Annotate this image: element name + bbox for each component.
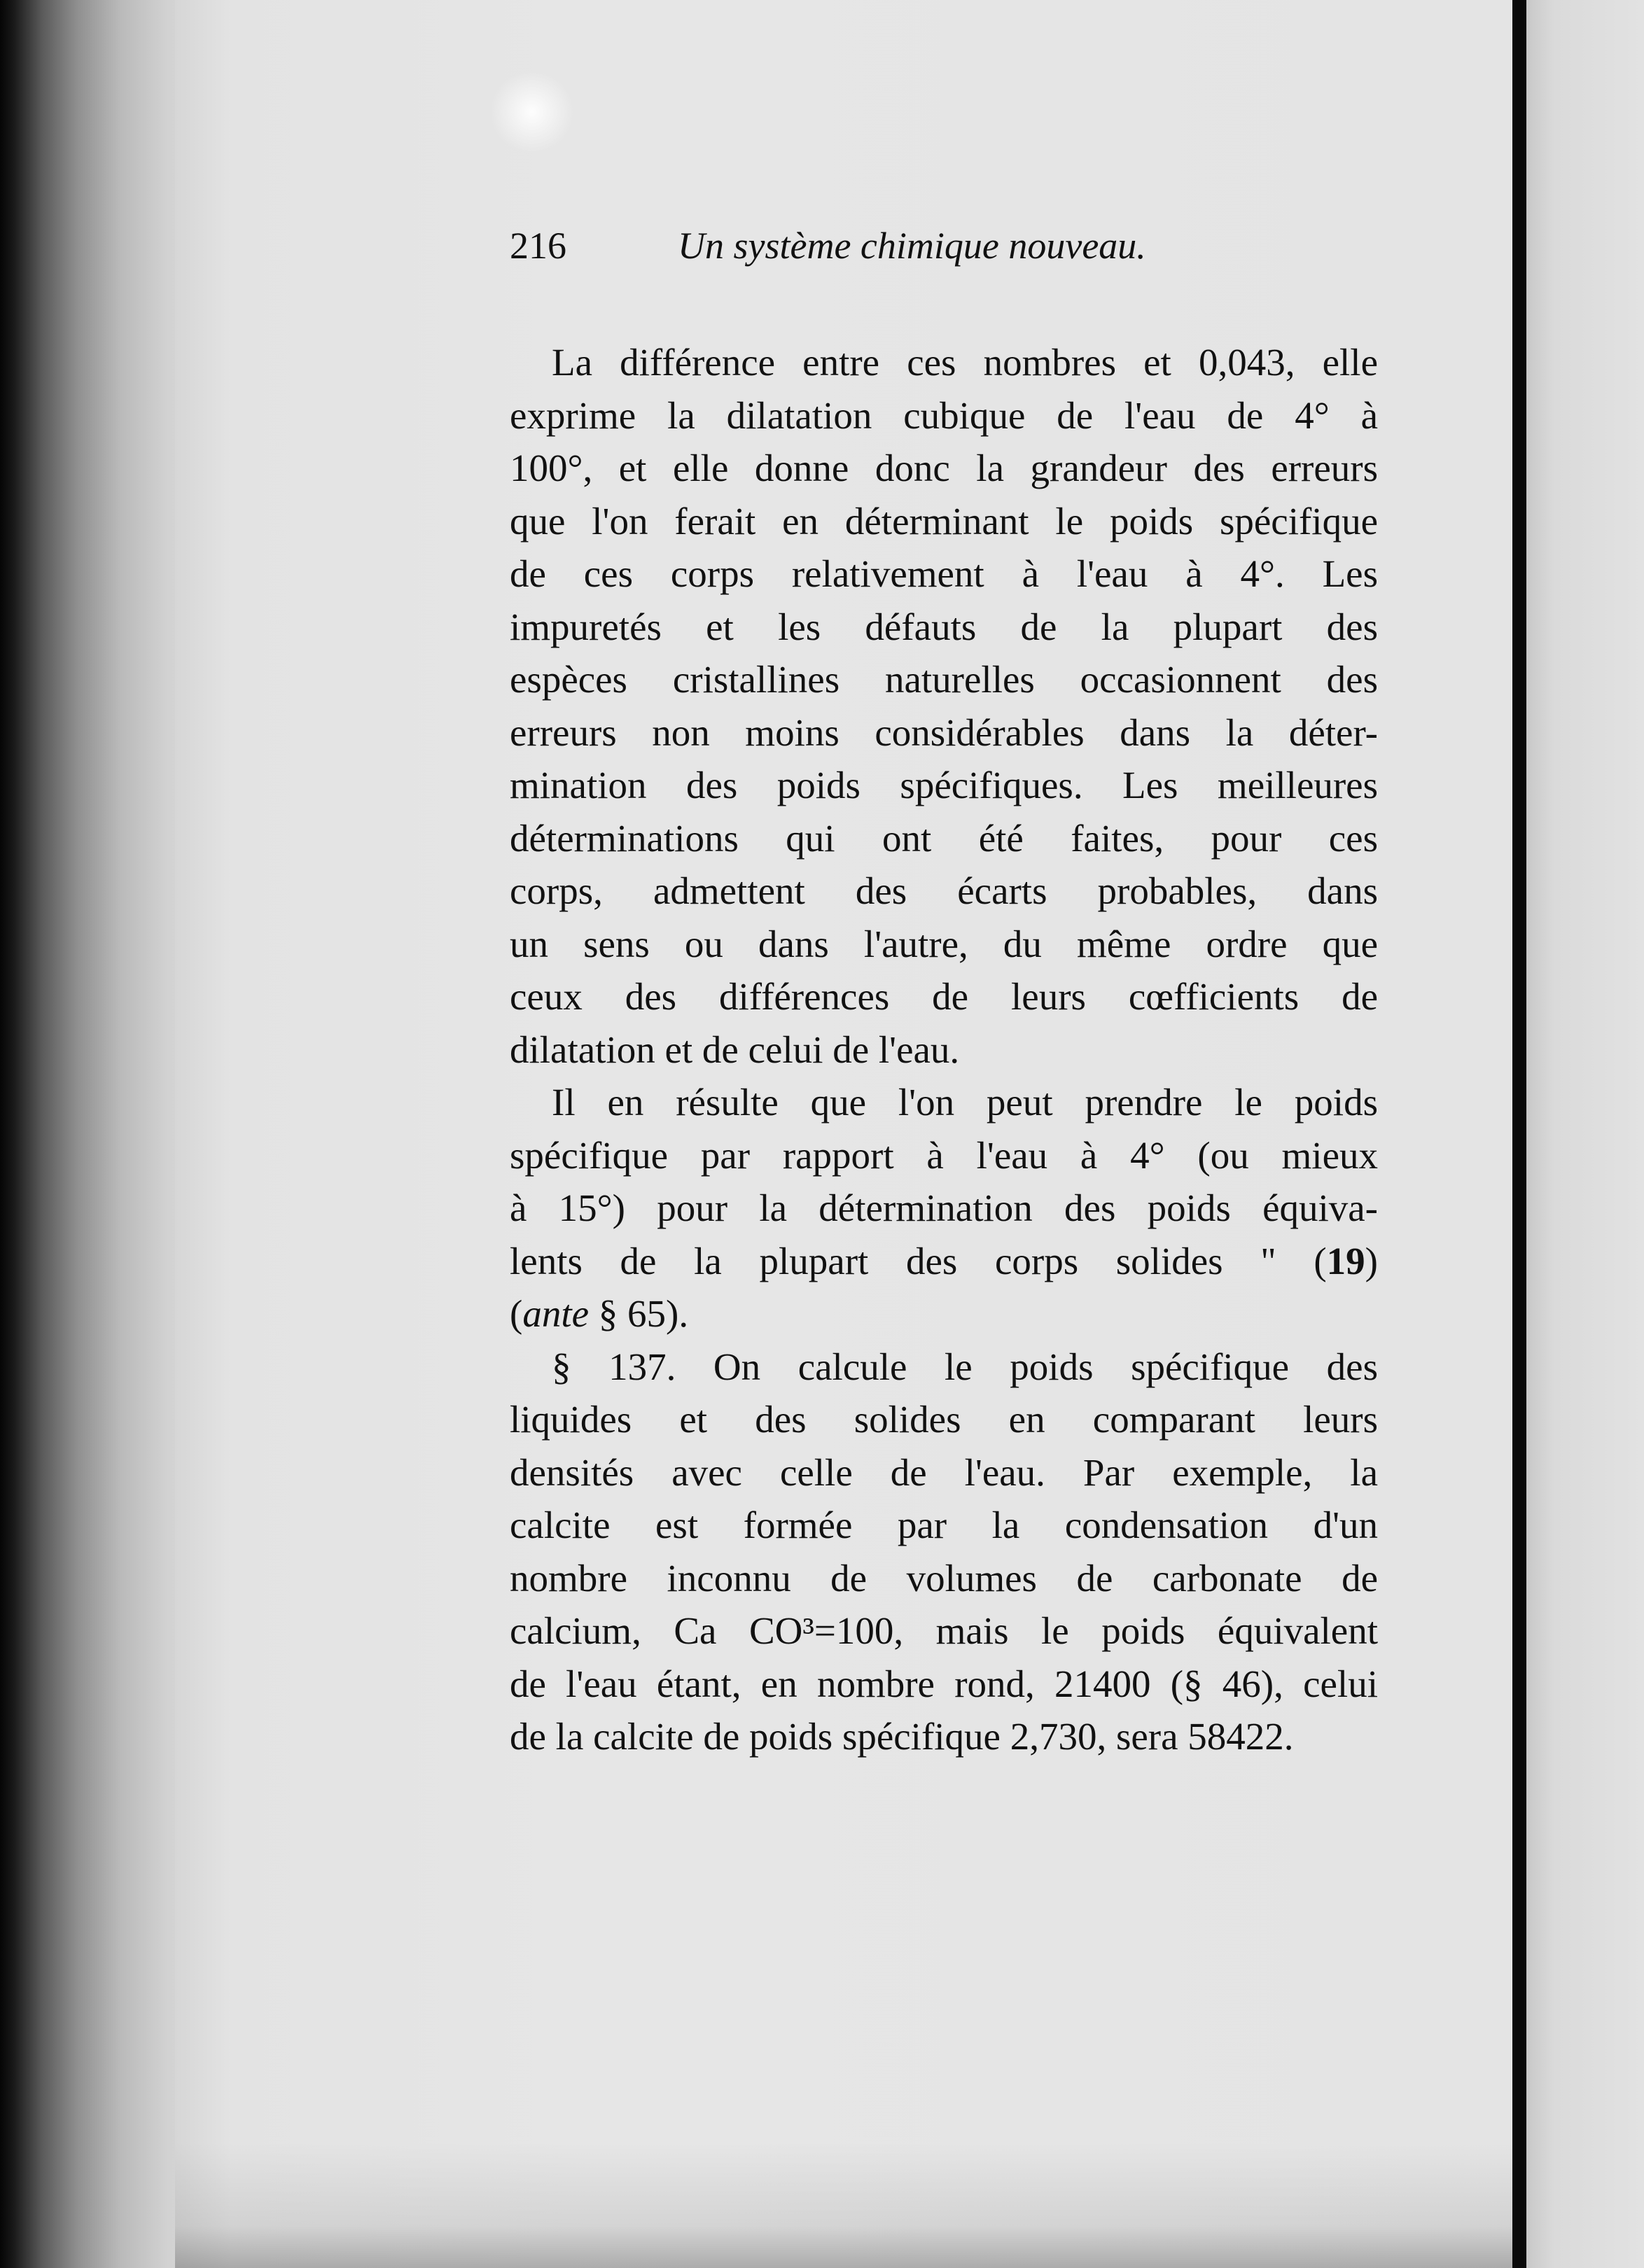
ante-reference: ante [522,1292,590,1335]
page-gutter [1512,0,1526,2268]
text-line: de la calcite de poids spécifique 2,730, sera 58422. [510,1715,1294,1758]
page-number: 216 [510,225,566,267]
text-line: mination des poids spécifiques. Les meilleures [510,764,1378,806]
text-line: calcium, Ca CO³=100, mais le poids équivalent [510,1609,1378,1652]
body-text [510,336,1378,1763]
text-line: Il en résulte que l'on peut prendre le poids [552,1081,1378,1124]
text-line: espèces cristallines naturelles occasionnent des [510,658,1378,701]
text-line: à 15°) pour la détermination des poids équiva- [510,1186,1378,1229]
text-line: erreurs non moins considérables dans la déter- [510,710,1378,754]
text-line [510,1235,1378,1288]
text-line: ceux des différences de leurs cœfficients de [510,975,1378,1018]
text-line: de ces corps relativement à l'eau à 4°. Les [510,552,1378,595]
text-line-part: ) [1365,1239,1378,1282]
text-line: impuretés et les défauts de la plupart des [510,605,1378,648]
light-glare [490,70,574,154]
text-line: un sens ou dans l'autre, du même ordre que [510,922,1378,965]
text-line: déterminations qui ont été faites, pour ces [510,816,1378,860]
text-line: corps, admettent des écarts probables, dans [510,869,1378,912]
text-line: densités avec celle de l'eau. Par exemple, la [510,1450,1378,1494]
text-line [510,1287,1378,1340]
page-bottom-shadow [175,2142,1526,2268]
text-line: que l'on ferait en déterminant le poids spécifique [510,499,1378,542]
text-line: exprime la dilatation cubique de l'eau de 4° à [510,393,1378,437]
running-head [510,224,1378,287]
text-line-part: lents de la plupart des corps solides " ( [510,1239,1327,1282]
text-line: calcite est formée par la condensation d'un [510,1504,1378,1546]
text-line-part: ( [510,1292,523,1335]
text-line: spécifique par rapport à l'eau à 4° (ou mieux [510,1133,1378,1177]
paragraph-2 [510,1076,1378,1340]
text-line: de l'eau étant, en nombre rond, 21400 (§ 46), celui [510,1662,1378,1705]
text-line: La différence entre ces nombres et 0,043, elle [552,341,1378,384]
running-title: Un système chimique nouveau. [678,225,1146,267]
adjacent-page-edge [1526,0,1644,2268]
text-line: nombre inconnu de volumes de carbonate de [510,1556,1378,1600]
text-line: liquides et des solides en comparant leurs [510,1398,1378,1441]
text-line-part: § 65). [589,1292,689,1335]
equation-reference: 19 [1326,1239,1365,1282]
paragraph-1 [510,336,1378,1076]
text-line: § 137. On calcule le poids spécifique des [552,1345,1378,1388]
text-line: dilatation et de celui de l'eau. [510,1028,960,1071]
paragraph-3 [510,1340,1378,1763]
page-text-block [510,224,1378,1763]
text-line: 100°, et elle donne donc la grandeur des erreurs [510,447,1378,489]
